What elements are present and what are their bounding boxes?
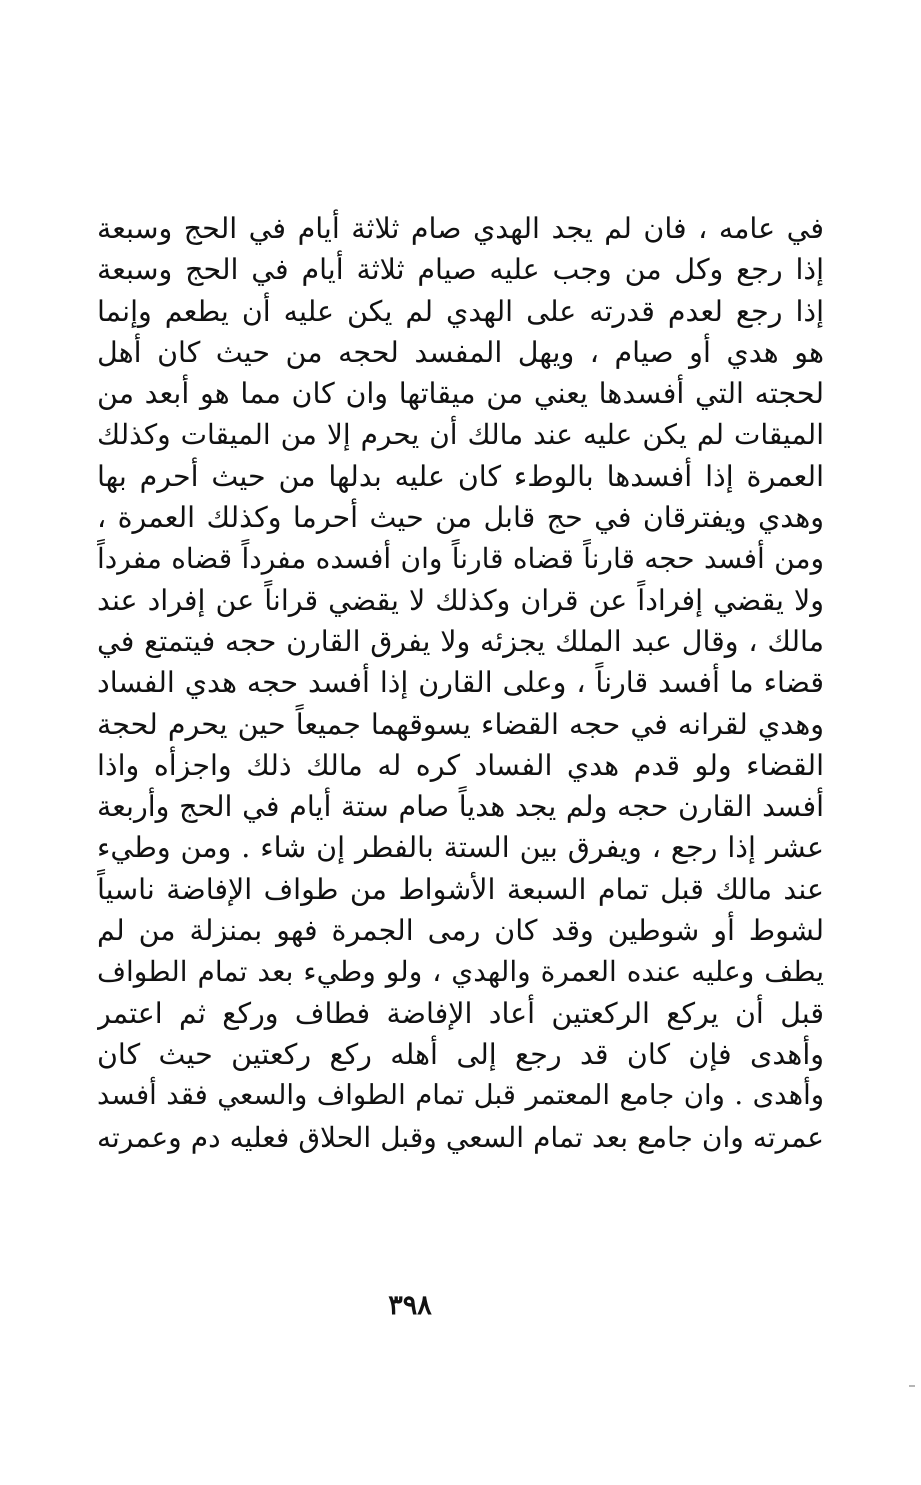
scan-artifact (909, 1385, 915, 1387)
text-line: وهدي لقرانه في حجه القضاء يسوقهما جميعاً حين يحرم لحجة (97, 707, 824, 741)
text-line: إذا رجع وكل من وجب عليه صيام ثلاثة أيام في الحج وسبعة (97, 253, 824, 287)
text-line: العمرة إذا أفسدها بالوطء كان عليه بدلها من حيث أحرم بها (97, 459, 824, 493)
body-text (97, 208, 824, 1158)
text-line: ومن أفسد حجه قارناً قضاه قارناً وان أفسده مفرداً قضاه مفرداً (97, 542, 824, 576)
text-line: وهدي ويفترقان في حج قابل من حيث أحرما وكذلك العمرة ، (97, 501, 824, 535)
text-line: عند مالك قبل تمام السبعة الأشواط من طواف الإفاضة ناسياً (97, 872, 824, 906)
text-line: في عامه ، فان لم يجد الهدي صام ثلاثة أيام في الحج وسبعة (97, 212, 824, 245)
text-line: قضاء ما أفسد قارناً ، وعلى القارن إذا أفسد حجه هدي الفساد (97, 666, 824, 700)
text-line: لحجته التي أفسدها يعني من ميقاتها وان كان مما هو أبعد من (97, 377, 824, 411)
text-line: إذا رجع لعدم قدرته على الهدي لم يكن عليه أن يطعم وإنما (97, 294, 824, 328)
text-line: عمرته وان جامع بعد تمام السعي وقبل الحلاق فعليه دم وعمرته (97, 1120, 824, 1154)
text-line: أفسد القارن حجه ولم يجد هدياً صام ستة أيام في الحج وأربعة (97, 790, 824, 824)
page-number: ٣٩٨ (388, 1290, 432, 1321)
text-line: وأهدى . وان جامع المعتمر قبل تمام الطواف والسعي فقد أفسد (97, 1079, 824, 1112)
text-line: لشوط أو شوطين وقد كان رمى الجمرة فهو بمنزلة من لم (97, 914, 824, 948)
text-line: عشر إذا رجع ، ويفرق بين الستة بالفطر إن شاء . ومن وطيء (97, 831, 824, 865)
text-line: مالك ، وقال عبد الملك يجزئه ولا يفرق القارن حجه فيتمتع في (97, 624, 824, 658)
text-line: القضاء ولو قدم هدي الفساد كره له مالك ذلك واجزأه واذا (97, 748, 824, 782)
text-line: الميقات لم يكن عليه عند مالك أن يحرم إلا من الميقات وكذلك (97, 418, 824, 452)
text-line: وأهدى فإن كان قد رجع إلى أهله ركع ركعتين حيث كان (97, 1037, 824, 1071)
text-line: يطف وعليه عنده العمرة والهدي ، ولو وطيء بعد تمام الطواف (97, 955, 824, 989)
text-line: قبل أن يركع الركعتين أعاد الإفاضة فطاف وركع ثم اعتمر (97, 996, 824, 1030)
text-line: ولا يقضي إفراداً عن قران وكذلك لا يقضي قراناً عن إفراد عند (97, 583, 824, 617)
text-line: هو هدي أو صيام ، ويهل المفسد لحجه من حيث كان أهل (97, 335, 824, 369)
